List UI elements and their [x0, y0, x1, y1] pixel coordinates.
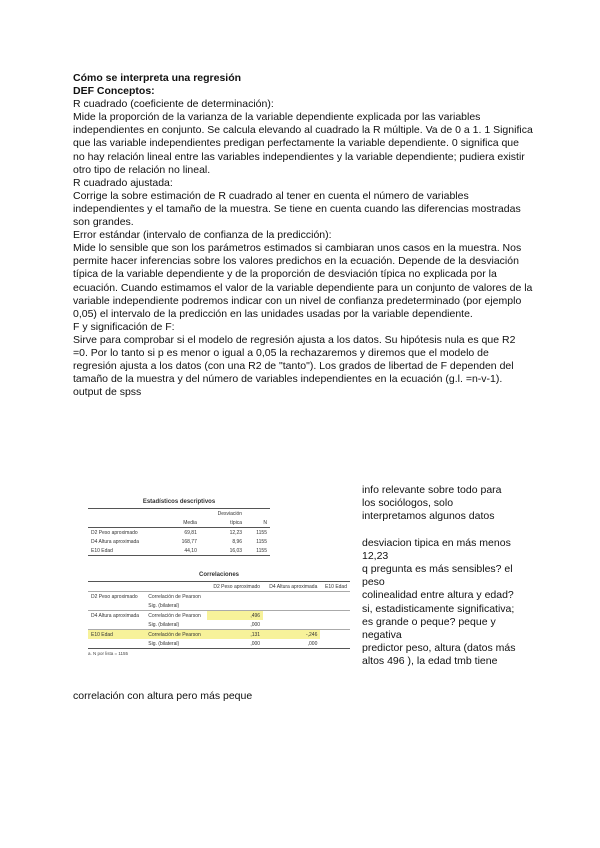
- table-row: Sig. (bilateral): [148, 602, 180, 609]
- paragraph: Error estándar (intervalo de confianza de la predicción):: [73, 229, 332, 242]
- paragraph: F y significación de F:: [73, 320, 175, 333]
- highlighted-cell: Correlación de Pearson: [145, 630, 207, 640]
- table-row: D4 Altura aproximada Correlación de Pearson ,496: [88, 611, 350, 621]
- table-row: Sig. (bilateral) ,000 ,000: [88, 639, 350, 649]
- side-notes: [362, 484, 562, 669]
- column-header: N: [263, 519, 267, 526]
- note-line: es grande o peque? peque y: [362, 615, 496, 628]
- correlations-table: [88, 570, 350, 656]
- highlighted-cell: -,246: [263, 630, 320, 640]
- note-line: 12,23: [362, 549, 389, 562]
- column-header: D2 Peso aproximado: [207, 582, 263, 592]
- paragraph: Corrige la sobre estimación de R cuadrado al tener en cuenta el número de variables independientes y el tamaño de la muestra. Se tiene en cuenta cuando las diferencias mostradas son grandes.: [73, 189, 521, 229]
- column-header: típica: [230, 519, 243, 526]
- note-line: info relevante sobre todo para: [362, 484, 502, 496]
- note-line: desviacion tipica en más menos: [362, 536, 511, 549]
- after-table-text: correlación con altura pero más peque: [73, 690, 253, 702]
- descriptive-stats-table: [88, 497, 270, 556]
- table-row: D2 Peso aproximado Correlación de Pearson: [88, 592, 350, 602]
- table-row: D4 Altura aproximada 168,77 8,96 1155: [91, 538, 267, 545]
- note-line: q pregunta es más sensibles? el: [362, 563, 513, 576]
- paragraph: output de spss: [73, 386, 142, 399]
- highlighted-cell: ,131: [207, 630, 263, 640]
- table-row: E10 Edad 44,10 16,03 1155: [88, 546, 270, 556]
- paragraph: Mide la proporción de la varianza de la variable dependiente explicada por las variables independientes en conjunto. Se calcula elevando al cuadrado la R múltiple. Va de 0 a 1. 1 Significa que las variable independientes predigan perfectamente la variable dependiente. 0 significa que no hay relación lineal entre las variables independientes y la variable dependiente; pudiera existir otro tipo de relación no lineal.: [73, 111, 533, 176]
- highlighted-cell: ,496: [207, 611, 263, 621]
- note-line: los sociólogos, solo: [362, 497, 454, 510]
- note-line: peso: [362, 576, 385, 589]
- note-line: si, estadisticamente significativa;: [362, 602, 515, 615]
- heading-regresion: Cómo se interpreta una regresión: [73, 72, 242, 84]
- table-row: [88, 630, 350, 640]
- column-group-header: Desviación: [200, 509, 245, 519]
- paragraph: Sirve para comprobar si el modelo de regresión ajusta a los datos. Su hipótesis nula es que R2 =0. Por lo tanto si p es menor o igual a 0,05 la rechazaremos y diremos que el modelo de regresión ajusta a los datos (con una R2 de "tanto"). Los grados de libertad de F dependen del tamaño de la muestra y del número de variables independientes en la ecuación (g.l. =n-v-1).: [73, 333, 516, 386]
- concepts-text: [73, 72, 533, 399]
- paragraph: R cuadrado ajustada:: [73, 176, 173, 189]
- column-header: D4 Altura aproximada: [263, 582, 320, 592]
- table-footnote: a. N por lista = 1155: [88, 651, 129, 656]
- table-title: Correlaciones: [198, 572, 240, 578]
- table-row: Sig. (bilateral) ,000: [148, 621, 261, 628]
- note-line: negativa: [362, 629, 402, 642]
- note-line: predictor peso, altura (datos más: [362, 642, 516, 655]
- note-line: colinealidad entre altura y edad?: [362, 589, 514, 602]
- paragraph: R cuadrado (coeficiente de determinación):: [73, 98, 274, 111]
- note-line: altos 496 ), la edad tmb tiene: [362, 655, 498, 668]
- column-header: E10 Edad: [320, 582, 350, 592]
- highlighted-cell: E10 Edad: [88, 630, 145, 640]
- table-row: D2 Peso aproximado 69,81 12,23 1155: [88, 528, 270, 538]
- table-title: Estadísticos descriptivos: [142, 499, 216, 505]
- column-header: Media: [183, 519, 197, 526]
- heading-conceptos: DEF Conceptos:: [73, 85, 155, 98]
- paragraph: Mide lo sensible que son los parámetros estimados si cambiaran unos casos en la muestra. Nos permite hacer inferencias sobre los valores predichos en la ecuación. Depende de la desviación típica de la variable dependiente y de la proporción de desviación típica no explicada por la ecuación. Cuando estimamos el valor de la variable dependiente para un conjunto de valores de la variable independiente podremos indicar con un nivel de confianza predeterminado (por ejemplo 0,05) el intervalo de la predicción en las unidades usadas por la variable dependiente.: [73, 242, 533, 320]
- note-line: interpretamos algunos datos: [362, 510, 495, 523]
